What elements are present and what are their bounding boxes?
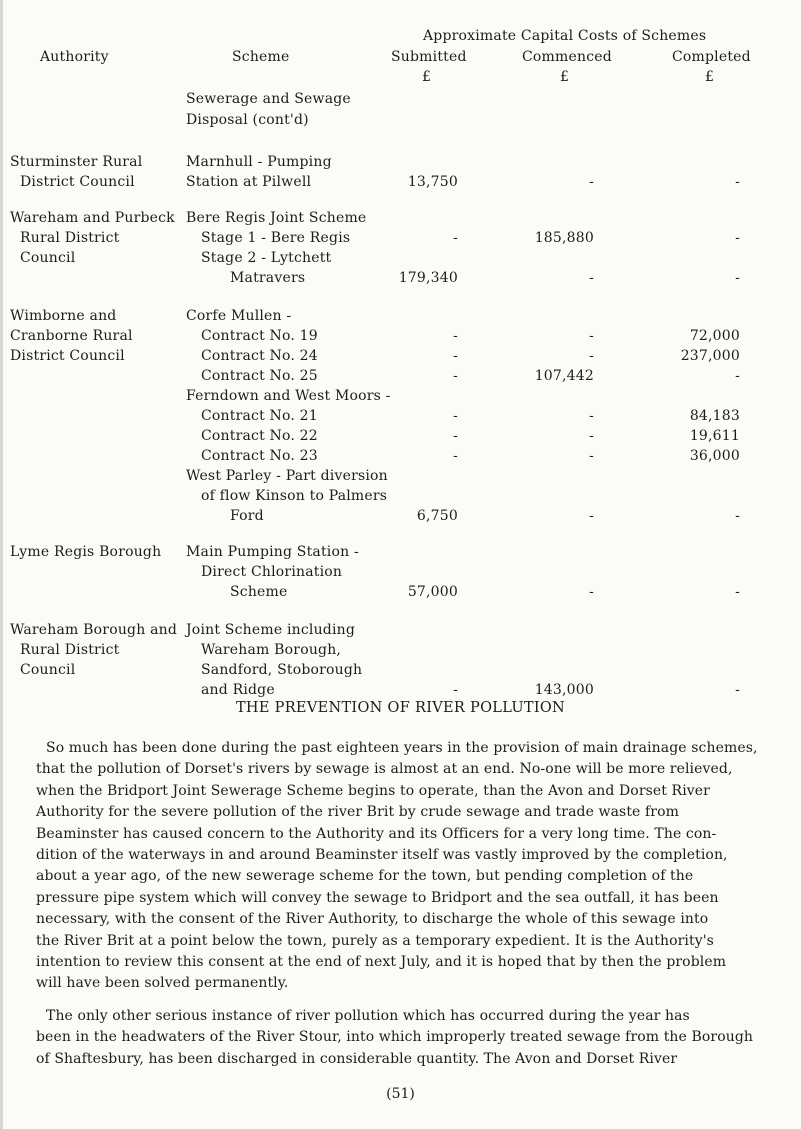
commenced-cell: -: [589, 408, 594, 424]
paragraph-line: necessary, with the consent of the River Authority, to discharge the whole of this sewage into: [36, 911, 709, 928]
commenced-column-header: Commenced: [522, 49, 612, 65]
scheme-cell: Joint Scheme including: [186, 622, 356, 638]
scheme-cell: Ford: [230, 508, 264, 524]
authority-cell: Wareham and Purbeck: [10, 210, 175, 226]
scheme-cell: Matravers: [230, 270, 306, 286]
paragraph-line: that the pollution of Dorset's rivers by sewage is almost at an end. No-one will be more relieved,: [36, 761, 733, 778]
submitted-cell: -: [453, 368, 458, 384]
section-title-line-2: Disposal (cont'd): [186, 112, 309, 128]
commenced-cell: -: [589, 174, 594, 190]
completed-cell: -: [735, 682, 740, 698]
paragraph-2: [36, 1006, 766, 1070]
completed-currency: £: [705, 69, 715, 85]
authority-cell: Wareham Borough and: [10, 622, 177, 638]
paragraph-line: the River Brit at a point below the town, purely as a temporary expedient. It is the Authority's: [36, 932, 714, 949]
scheme-cell: Sandford, Stoborough: [201, 662, 363, 678]
scheme-cell: Contract No. 25: [201, 368, 318, 384]
paragraph-line: been in the headwaters of the River Stour, into which improperly treated sewage from the Borough: [36, 1029, 754, 1046]
scheme-cell: Contract No. 22: [201, 428, 318, 444]
authority-cell: Council: [20, 662, 76, 678]
commenced-cell: 185,880: [534, 230, 594, 246]
scheme-cell: Bere Regis Joint Scheme: [186, 210, 367, 226]
paragraph-line: will have been solved permanently.: [36, 975, 289, 992]
scheme-cell: Station at Pilwell: [186, 174, 312, 190]
completed-cell: -: [735, 584, 740, 600]
submitted-cell: -: [453, 682, 458, 698]
submitted-cell: 57,000: [407, 584, 458, 600]
scheme-cell: Contract No. 21: [201, 408, 318, 424]
cost-columns-superheader: Approximate Capital Costs of Schemes: [423, 28, 707, 44]
scheme-cell: Contract No. 19: [201, 328, 318, 344]
section-heading: THE PREVENTION OF RIVER POLLUTION: [235, 700, 566, 716]
paragraph-line: intention to review this consent at the end of next July, and it is hoped that by then the problem: [36, 954, 727, 971]
commenced-cell: -: [589, 428, 594, 444]
scheme-column-header: Scheme: [232, 49, 290, 65]
submitted-cell: -: [453, 230, 458, 246]
completed-column-header: Completed: [672, 49, 751, 65]
completed-cell: 72,000: [689, 328, 740, 344]
commenced-cell: -: [589, 270, 594, 286]
paragraph-line: of Shaftesbury, has been discharged in considerable quantity. The Avon and Dorset River: [36, 1050, 678, 1067]
completed-cell: -: [735, 368, 740, 384]
authority-cell: Rural District: [20, 230, 120, 246]
scheme-cell: Marnhull - Pumping: [186, 154, 332, 170]
scheme-cell: Contract No. 23: [201, 448, 318, 464]
paragraph-line: about a year ago, of the new sewerage scheme for the town, but pending completion of the: [36, 868, 694, 885]
scheme-cell: Main Pumping Station -: [186, 544, 359, 560]
authority-cell: Cranborne Rural: [10, 328, 133, 344]
scheme-cell: Wareham Borough,: [201, 642, 342, 658]
authority-cell: Rural District: [20, 642, 120, 658]
scheme-cell: Corfe Mullen -: [186, 308, 292, 324]
paragraph-1: [36, 738, 766, 995]
paragraph-line: when the Bridport Joint Sewerage Scheme begins to operate, than the Avon and Dorset River: [36, 782, 710, 799]
submitted-cell: -: [453, 448, 458, 464]
completed-cell: 84,183: [689, 408, 740, 424]
completed-cell: -: [735, 230, 740, 246]
authority-cell: Wimborne and: [10, 308, 117, 324]
completed-cell: -: [735, 174, 740, 190]
completed-cell: 237,000: [680, 348, 740, 364]
submitted-column-header: Submitted: [391, 49, 467, 65]
completed-cell: 36,000: [689, 448, 740, 464]
scheme-cell: Ferndown and West Moors -: [186, 388, 391, 404]
paragraph-line: The only other serious instance of river pollution which has occurred during the year has: [46, 1008, 690, 1024]
submitted-cell: -: [453, 348, 458, 364]
commenced-cell: -: [589, 348, 594, 364]
scheme-cell: Stage 1 - Bere Regis: [201, 230, 351, 246]
paragraph-line: pressure pipe system which will convey the sewage to Bridport and the sea outfall, it has been: [36, 889, 719, 906]
authority-column-header: Authority: [40, 49, 109, 65]
authority-cell: District Council: [10, 348, 125, 364]
scheme-cell: Direct Chlorination: [201, 564, 343, 580]
submitted-cell: 179,340: [398, 270, 458, 286]
completed-cell: -: [735, 270, 740, 286]
commenced-cell: -: [589, 584, 594, 600]
authority-cell: District Council: [20, 174, 135, 190]
commenced-cell: 107,442: [534, 368, 594, 384]
completed-cell: -: [735, 508, 740, 524]
submitted-cell: 13,750: [407, 174, 458, 190]
commenced-cell: -: [589, 328, 594, 344]
paragraph-line: So much has been done during the past eighteen years in the provision of main drainage schemes,: [46, 740, 758, 756]
paragraph-line: dition of the waterways in and around Beaminster itself was vastly improved by the completion,: [36, 847, 728, 864]
authority-cell: Lyme Regis Borough: [10, 544, 162, 560]
submitted-cell: 6,750: [416, 508, 458, 524]
scheme-cell: West Parley - Part diversion: [186, 468, 388, 484]
scan-edge: [0, 0, 3, 1129]
section-title-line-1: Sewerage and Sewage: [186, 91, 351, 107]
commenced-cell: -: [589, 448, 594, 464]
authority-cell: Sturminster Rural: [10, 154, 143, 170]
scheme-cell: Scheme: [230, 584, 288, 600]
commenced-cell: 143,000: [534, 682, 594, 698]
paragraph-line: Beaminster has caused concern to the Authority and its Officers for a very long time. The con-: [36, 825, 717, 842]
submitted-cell: -: [453, 328, 458, 344]
completed-cell: 19,611: [689, 428, 740, 444]
submitted-currency: £: [422, 69, 432, 85]
paragraph-line: Authority for the severe pollution of the river Brit by crude sewage and trade waste from: [36, 804, 679, 821]
scheme-cell: and Ridge: [201, 682, 275, 698]
commenced-cell: -: [589, 508, 594, 524]
submitted-cell: -: [453, 408, 458, 424]
scheme-cell: Stage 2 - Lytchett: [201, 250, 332, 266]
scheme-cell: Contract No. 24: [201, 348, 318, 364]
page-number: (51): [386, 1086, 415, 1102]
submitted-cell: -: [453, 428, 458, 444]
scheme-cell: of flow Kinson to Palmers: [201, 488, 388, 504]
authority-cell: Council: [20, 250, 76, 266]
commenced-currency: £: [560, 69, 570, 85]
